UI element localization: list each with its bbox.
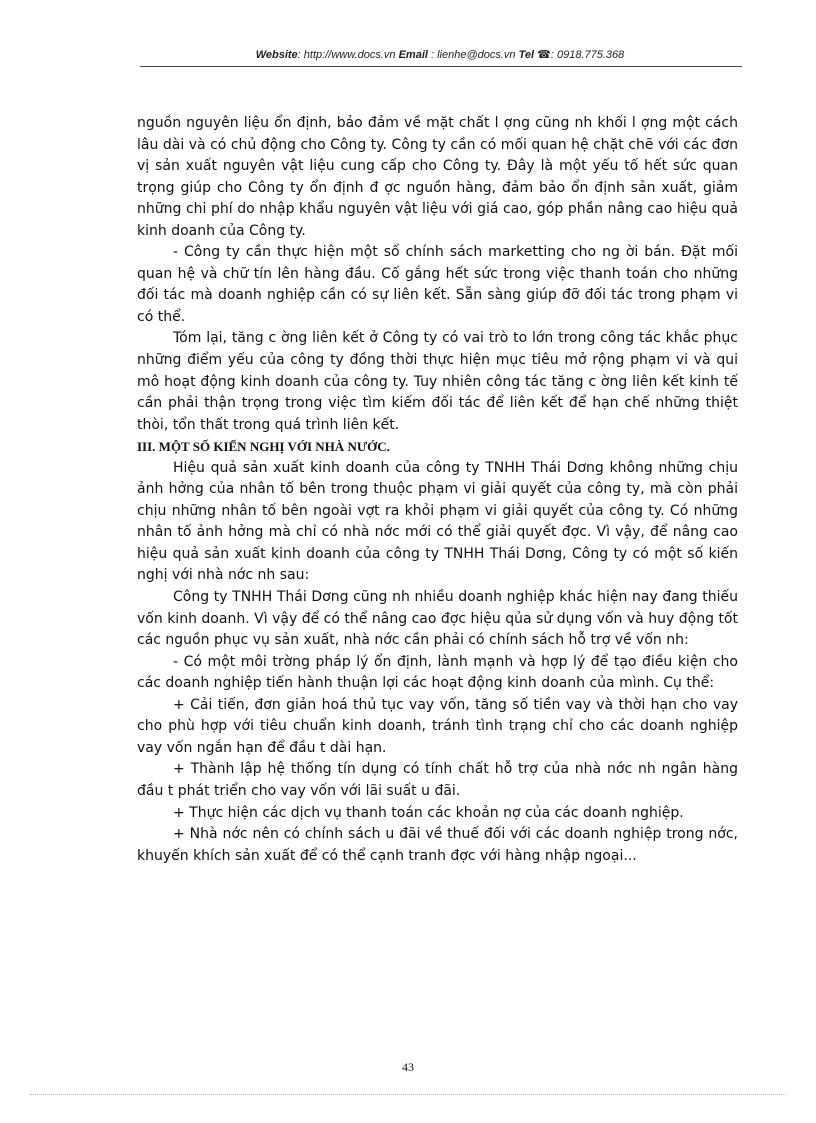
email-label: Email — [398, 49, 428, 61]
email-link[interactable]: lienhe@docs.vn — [437, 49, 516, 61]
paragraph: Tóm lại, tăng c ờng liên kết ở Công ty có vai trò to lớn trong công tác khắc phục những điểm yếu của công ty đồng thời thực hiện mục tiêu mở rộng phạm vi và qui mô hoạt động kinh doanh của công ty. Tuy nhiên công tác tăng c ờng liên kết kinh tế cần phải thận trọng trong việc tìm kiếm đối tác để liên kết để hạn chế những thiệt thòi, tổn thất trong quá trình liên kết. — [137, 330, 738, 433]
paragraph: + Cải tiến, đơn giản hoá thủ tục vay vốn, tăng số tiền vay và thời hạn cho vay cho phù hợp với tiêu chuẩn kinh doanh, tránh tình trạng chỉ cho các doanh nghiệp vay vốn ngắn hạn để đầu t dài hạn. — [137, 696, 738, 756]
page-header: Website: http://www.docs.vn Email : lienhe@docs.vn Tel ☎: 0918.775.368 — [255, 49, 625, 61]
paragraph: + Nhà nớc nên có chính sách u đãi về thuế đối với các doanh nghiệp trong nớc, khuyến khích sản xuất để có thể cạnh tranh đợc với hàng nhập ngoại... — [137, 826, 738, 864]
section-heading: III. MỘT SỐ KIẾN NGHỊ VỚI NHÀ NƯỚC. — [137, 439, 390, 455]
website-label: Website — [255, 49, 298, 61]
tel-label: Tel — [518, 49, 535, 61]
phone-icon: ☎ — [537, 49, 551, 61]
paragraph: + Thành lập hệ thống tín dụng có tính chất hỗ trợ của nhà nớc nh ngân hàng đầu t phát triển cho vay vốn với lãi suất u đãi. — [137, 761, 738, 799]
document-body — [137, 113, 738, 867]
paragraph: Công ty TNHH Thái Dơng cũng nh nhiều doanh nghiệp khác hiện nay đang thiếu vốn kinh doanh. Vì vậy để có thể nâng cao đợc hiệu qủa sử dụng vốn và huy động tốt các nguồn phục vụ sản xuất, nhà nớc cần phải có chính sách hỗ trợ về vốn nh: — [137, 589, 738, 649]
paragraph: Hiệu quả sản xuất kinh doanh của công ty TNHH Thái Dơng không những chịu ảnh hởng của nhân tố bên trong thuộc phạm vi giải quyết của công ty, mà còn phải chịu những nhân tố bên ngoài vợt ra khỏi phạm vi giải quyết của công ty. Có những nhân tố ảnh hởng mà chỉ có nhà nớc mới có thể giải quyết đợc. Vì vậy, để nâng cao hiệu quả sản xuất kinh doanh của công ty TNHH Thái Dơng, Công ty có một số kiến nghị với nhà nớc nh sau: — [137, 459, 738, 584]
website-link[interactable]: http://www.docs.vn — [303, 49, 396, 61]
paragraph: nguồn nguyên liệu ổn định, bảo đảm về mặt chất l ợng cũng nh khối l ợng một cách lâu dài và có chủ động cho Công ty. Công ty cần có mối quan hệ chặt chẽ với các đơn vị sản xuất nguyên vật liệu cung cấp cho Công ty. Đây là một yếu tố hết sức quan trọng giúp cho Công ty ổn định đ ợc nguồn hàng, đảm bảo ổn định sản xuất, giảm những chi phí do nhập khẩu nguyên vật liệu với giá cao, góp phần nâng cao hiệu quả kinh doanh của Công ty. — [137, 115, 738, 239]
paragraph: - Công ty cần thực hiện một số chính sách marketting cho ng ời bán. Đặt mối quan hệ và chữ tín lên hàng đầu. Cố gắng hết sức trong việc thanh toán cho những đối tác mà doanh nghiệp cần có sự liên kết. Sẵn sàng giúp đỡ đối tác trong phạm vi có thể. — [137, 244, 738, 325]
tel-value: 0918.775.368 — [557, 49, 625, 61]
header-divider — [140, 66, 742, 67]
page-number: 43 — [402, 1060, 414, 1074]
page-bottom-divider — [30, 1094, 786, 1095]
paragraph: + Thực hiện các dịch vụ thanh toán các khoản nợ của các doanh nghiệp. — [173, 804, 684, 821]
paragraph: - Có một môi trờng pháp lý ổn định, lành mạnh và hợp lý để tạo điều kiện cho các doanh nghiệp tiến hành thuận lợi các hoạt động kinh doanh của mình. Cụ thể: — [137, 653, 738, 692]
